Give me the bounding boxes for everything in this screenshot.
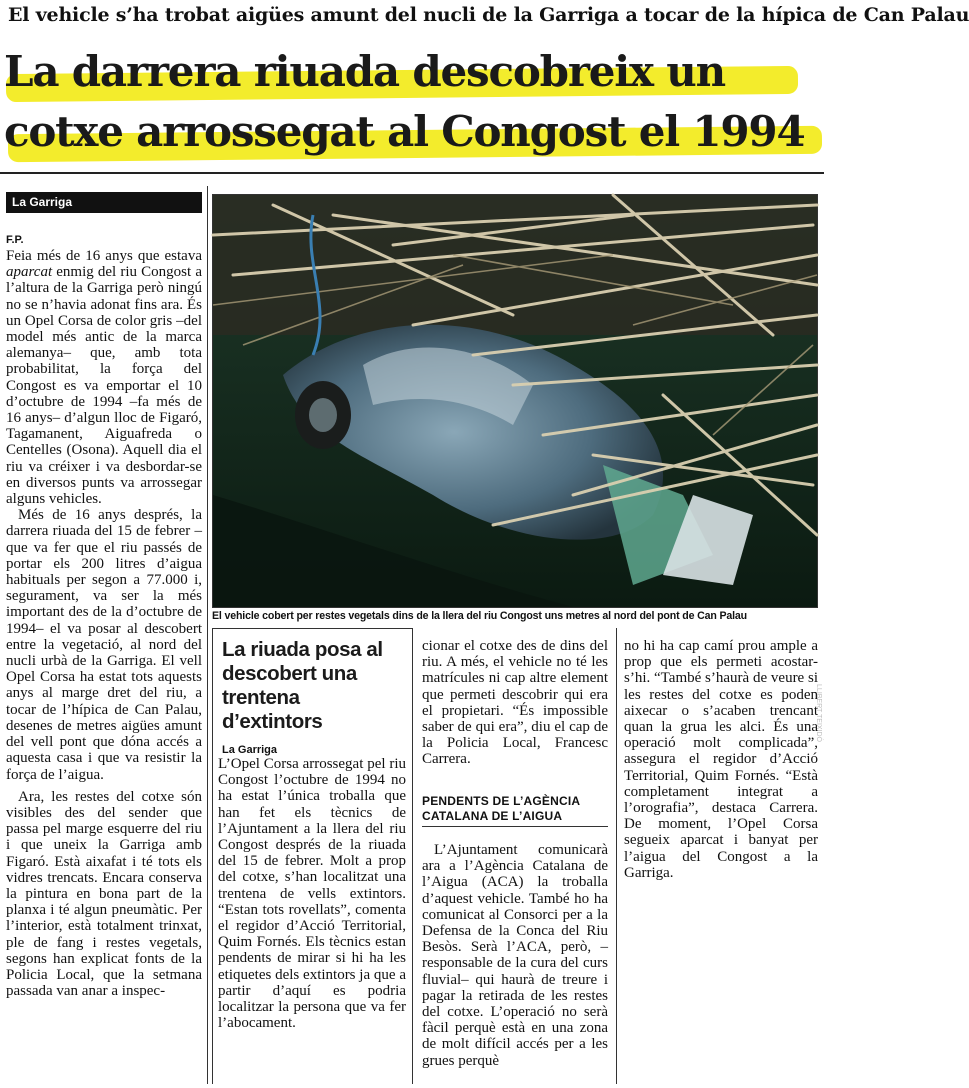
article-column-3: no hi ha cap camí prou ample a prop que els permeti acostar-s’hi. “També s’haurà de veure si les restes del cotxe es poden aixecar o s’acaben trencant quan la grua les alci. És una operació molt complicada”, assegura el regidor d’Acció Territorial, Quim Fornés. “Està completament integrat a l’orografia”, destaca Carrera. De moment, l’Opel Corsa segueix aparcat i banyat per l’aigua del Congost a la Garriga. (624, 638, 818, 881)
sidebar-body: L’Opel Corsa arrossegat pel riu Congost l’octubre de 1994 no ha estat l’única troballa que han fet els tècnics de l’Ajuntament a la llera del riu Congost després de la riuada del 15 de febrer. Molt a prop del cotxe, s’han localitzat una trentena de vells extintors. “Estan tots rovellats”, comenta el regidor d’Acció Territorial, Quim Fornés. Els tècnics estan pendents de mirar si hi ha les etiquetes dels extintors ja que a partir d’aquí es podria localitzar la persona que va fer l’abocament. (218, 756, 406, 1032)
column-divider (207, 186, 208, 1084)
sidebar-heading: La riuada posa al descobert una trentena d’extintors (222, 638, 383, 733)
photo-credit: LLIBERT TEIXIDÓ (815, 684, 822, 742)
subsection-heading: PENDENTS DE L’AGÈNCIA CATALANA DE L’AIGUA (422, 794, 580, 823)
column-divider (616, 628, 617, 1084)
byline: F.P. (6, 234, 24, 246)
kicker: El vehicle s’ha trobat aigües amunt del nucli de la Garriga a tocar de la hípica de Can Palau (8, 4, 969, 26)
article-column-2: cionar el cotxe des de dins del riu. A més, el vehicle no té les matrícules ni cap altre element que permeti descobrir qui era el propietari. “És impossible saber de qui era”, diu el cap de la Policia Local, Francesc Carrera. (422, 638, 608, 768)
box-top-rule (212, 628, 412, 629)
box-right-rule (412, 628, 413, 1084)
headline-rule (0, 172, 824, 174)
sidebar-byline: La Garriga (222, 744, 278, 756)
box-left-rule (212, 628, 213, 1084)
headline-line-1: La darrera riuada descobreix un (4, 47, 725, 96)
emphasis: aparcat (6, 264, 53, 281)
section-tag: La Garriga (6, 192, 202, 213)
photo-caption: El vehicle cobert per restes vegetals dins de la llera del riu Congost uns metres al nord del pont de Can Palau (212, 610, 747, 622)
article-column-2b: L’Ajuntament comunicarà ara a l’Agència Catalana de l’Aigua (ACA) la troballa d’aquest vehicle. També ho ha comunicat al Consorci per a la Defensa de la Conca del Riu Besòs. Serà l’ACA, però, –responsable de la cura del curs fluvial– qui haurà de treure i pagar la retirada de les restes del cotxe. L’operació no serà fàcil perquè està en una zona de molt difícil accés per a les grues perquè (422, 842, 608, 1069)
article-column-1: Feia més de 16 anys que estava aparcat enmig del riu Congost a l’altura de la Garriga però ningú no se n’havia adonat fins ara. És un Opel Corsa de color gris –del model més antic de la marca alemanya– que, amb tota probabilitat, la força del Congost es va emportar el 10 d’octubre de 1994 –fa més de 16 anys– d’algun lloc de Figaró, Tagamanent, Aiguafreda o Centelles (Osona). Aquell dia el riu va créixer i va desbordar-se en diversos punts va arrossegar alguns vehicles. Més de 16 anys després, la darrera riuada del 15 de febrer –que va fer que el riu passés de portar els 200 litres d’aigua habituals per segon a 77.000 i, segurament, va ser la més important des de la d’octubre de 1994– el va posar al descobert entre la vegetació, al nord del nucli urbà de la Garriga. El vell Opel Corsa ha estat tots aquests anys al marge dret del riu, a tocar de l’hípica de Can Palau, desenes de metres aigües amunt del vell pont que dóna accés a aquesta casa i que va resistir la força de l’aigua. Ara, les restes del cotxe són visibles des del sender que passa pel marge esquerre del riu i que uneix la Garriga amb Figaró. Està aixafat i té tots els vidres trencats. Encara conserva la pintura en bona part de la planxa i té algun pneumàtic. Per l’interior, està totalment trinxat, ple de fang i restes vegetals, segons han explicat fonts de la Policia Local, que la setmana passada van anar a inspec- (6, 248, 202, 1000)
headline-line-2: cotxe arrossegat al Congost el 1994 (4, 107, 805, 156)
subsection-rule (422, 826, 608, 827)
